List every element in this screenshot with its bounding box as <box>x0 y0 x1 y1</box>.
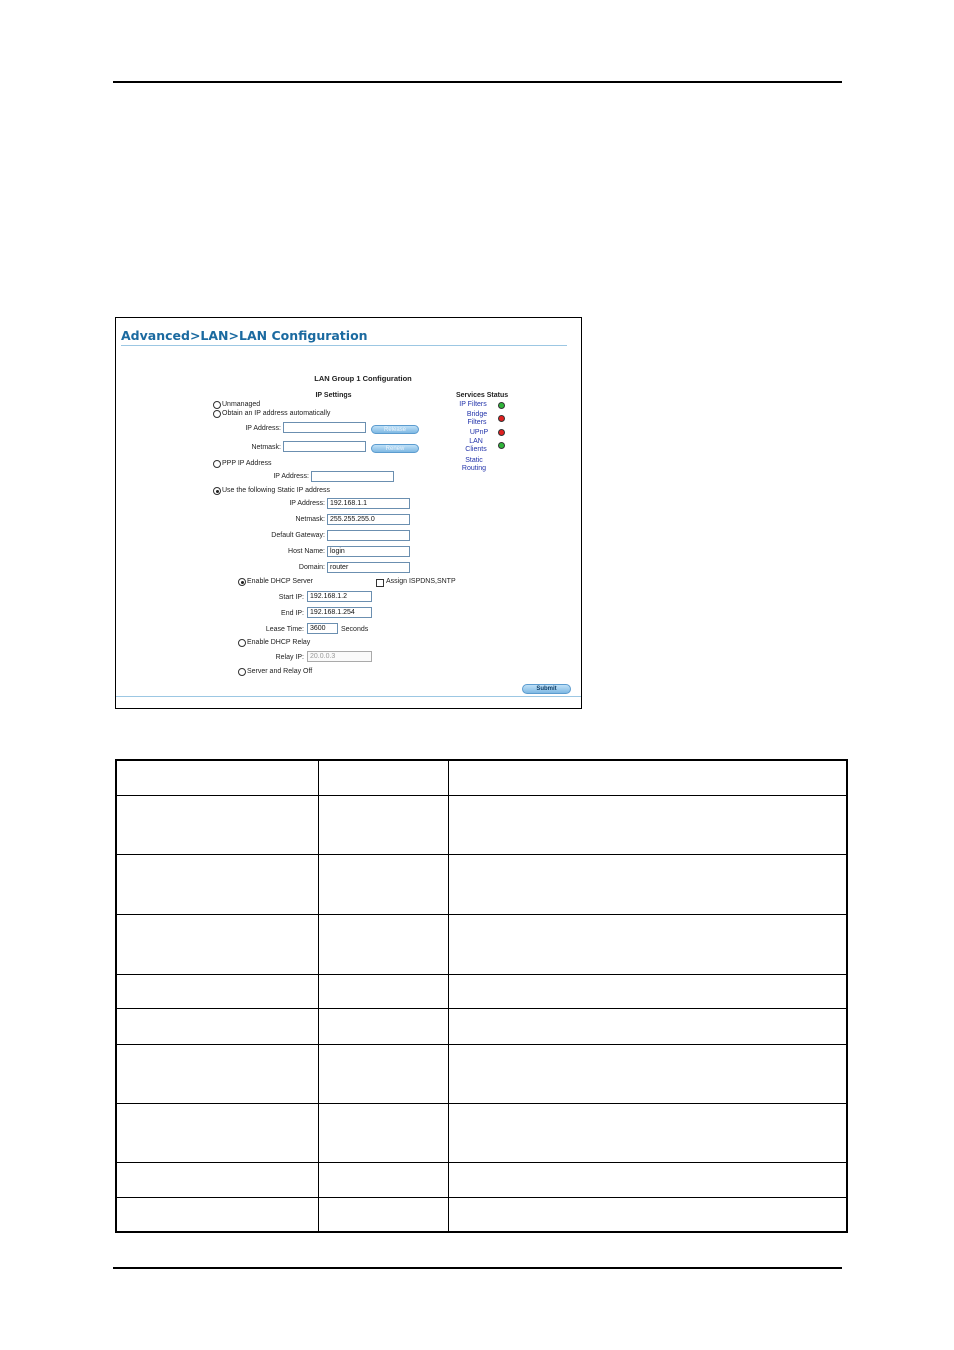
obtain-auto-label: Obtain an IP address automatically <box>222 410 331 417</box>
bridge-filters-status-icon <box>498 415 505 422</box>
ppp-label: PPP IP Address <box>222 460 272 467</box>
static-netmask-input[interactable] <box>327 514 410 525</box>
table-row <box>116 1103 847 1162</box>
end-ip-input[interactable] <box>307 607 372 618</box>
relay-ip-label: Relay IP: <box>275 654 304 661</box>
static-routing-line1: Static <box>465 457 483 464</box>
auto-netmask-input[interactable] <box>283 441 366 452</box>
relay-ip-input[interactable] <box>307 651 372 662</box>
lease-time-label: Lease Time: <box>265 626 304 633</box>
lan-clients-link[interactable] <box>456 438 496 454</box>
table-row <box>116 1008 847 1044</box>
bridge-filters-line2: Filters <box>467 419 487 426</box>
end-ip-label: End IP: <box>281 610 304 617</box>
hostname-input[interactable] <box>327 546 410 557</box>
lan-clients-line2: Clients <box>465 446 487 453</box>
lease-time-input[interactable] <box>307 623 338 634</box>
dhcp-relay-radio[interactable] <box>238 639 246 647</box>
lease-unit: Seconds <box>341 626 369 633</box>
table-row <box>116 914 847 974</box>
start-ip-input[interactable] <box>307 591 372 602</box>
upnp-text: UPnP <box>469 429 489 436</box>
services-status-heading: Services Status <box>456 392 509 399</box>
auto-ip-label: IP Address: <box>245 425 281 432</box>
auto-ip-input[interactable] <box>283 422 366 433</box>
ip-filters-status-icon <box>498 402 505 409</box>
dhcp-relay-label: Enable DHCP Relay <box>247 639 311 646</box>
bridge-filters-line1: Bridge <box>466 411 488 418</box>
lan-clients-status-icon <box>498 442 505 449</box>
table-row <box>116 1044 847 1103</box>
table-row <box>116 974 847 1008</box>
bridge-filters-link[interactable] <box>457 411 497 427</box>
static-ip-input[interactable] <box>327 498 410 509</box>
unmanaged-label: Unmanaged <box>222 401 261 408</box>
ip-settings-heading: IP Settings <box>315 392 352 399</box>
table-row <box>116 1197 847 1232</box>
lan-config-screenshot <box>115 317 582 709</box>
dhcp-server-radio[interactable] <box>238 578 246 586</box>
start-ip-label: Start IP: <box>278 594 304 601</box>
ppp-ip-label: IP Address: <box>273 473 309 480</box>
release-button[interactable]: Release <box>371 425 419 434</box>
server-relay-off-radio[interactable] <box>238 668 246 676</box>
auto-netmask-label: Netmask: <box>251 444 281 451</box>
renew-button[interactable]: Renew <box>371 444 419 453</box>
upnp-link[interactable] <box>459 429 499 437</box>
gateway-label: Default Gateway: <box>271 532 325 539</box>
static-ip-radio[interactable] <box>213 487 221 495</box>
ppp-radio[interactable] <box>213 460 221 468</box>
header-rule <box>113 81 842 83</box>
table-row <box>116 1162 847 1197</box>
ppp-ip-input[interactable] <box>311 471 394 482</box>
hostname-label: Host Name: <box>288 548 325 555</box>
lan-clients-line1: LAN <box>469 438 483 445</box>
table-row <box>116 854 847 914</box>
submit-button[interactable]: Submit <box>522 684 571 694</box>
table-row <box>116 795 847 854</box>
domain-label: Domain: <box>298 564 325 571</box>
group-title: LAN Group 1 Configuration <box>314 374 412 383</box>
gateway-input[interactable] <box>327 530 410 541</box>
dhcp-server-label: Enable DHCP Server <box>247 578 314 585</box>
unmanaged-radio[interactable] <box>213 401 221 409</box>
obtain-auto-radio[interactable] <box>213 410 221 418</box>
static-ip-field-label: IP Address: <box>289 500 325 507</box>
ip-filters-text: IP Filters <box>459 401 487 408</box>
assign-ispdns-label: Assign ISPDNS,SNTP <box>386 578 456 585</box>
static-routing-link[interactable] <box>454 457 494 473</box>
static-netmask-label: Netmask: <box>295 516 325 523</box>
static-routing-line2: Routing <box>461 465 487 472</box>
footer-divider <box>116 696 581 697</box>
title-divider <box>121 345 567 346</box>
footer-rule <box>113 1267 842 1269</box>
table-header-row <box>116 760 847 795</box>
page-title: Advanced>LAN>LAN Configuration <box>121 328 368 343</box>
parameter-table <box>115 759 848 1233</box>
server-relay-off-label: Server and Relay Off <box>247 668 313 675</box>
domain-input[interactable] <box>327 562 410 573</box>
assign-ispdns-checkbox[interactable] <box>376 579 384 587</box>
static-ip-label: Use the following Static IP address <box>222 487 331 494</box>
ip-filters-link[interactable] <box>453 401 493 409</box>
upnp-status-icon <box>498 429 505 436</box>
